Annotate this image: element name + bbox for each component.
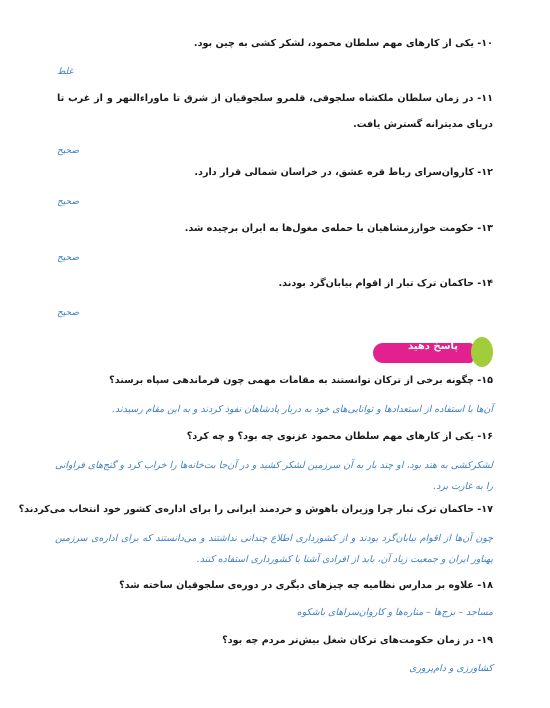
question-10: ۱۰- یکی از کارهای مهم سلطان محمود، لشکر کشی به چین بود. xyxy=(193,38,493,49)
answer-14: صحیح xyxy=(57,308,79,318)
answer-19: کشاورزی و دام‌پروری xyxy=(409,663,493,674)
answer-18: مساجد – برج‌ها – مناره‌ها و کاروان‌سراهای باشکوه xyxy=(296,607,493,618)
question-13: ۱۳- حکومت خوارزمشاهیان با حمله‌ی مغول‌ها به ایران برچیده شد. xyxy=(184,223,493,234)
answer-15: آن‌ها با استفاده از استعدادها و توانایی‌های خود به دربار پادشاهان نفوذ کردند و به این مقام رسیدند. xyxy=(112,404,493,415)
answer-11: صحیح xyxy=(57,146,79,156)
answer-10: غلط xyxy=(57,67,74,77)
section-title: پاسخ دهید xyxy=(408,341,458,352)
question-11: ۱۱- در زمان سلطان ملکشاه سلجوقی، قلمرو سلجوقیان از شرق تا ماوراءالنهر و از غرب تا دریای مدیترانه گسترش یافت. xyxy=(57,93,493,130)
question-14: ۱۴- حاکمان ترک تبار از اقوام بیابان‌گرد بودند. xyxy=(278,278,493,289)
section-header-dot xyxy=(471,337,493,367)
answer-16: لشکرکشی به هند بود، او چند بار به آن سرزمین لشکر کشید و در آن‌جا بت‌خانه‌ها را خراب کرد و گنج‌های فراوانی را به غارت برد. xyxy=(55,460,493,492)
question-18: ۱۸- علاوه بر مدارس نظامیه چه چیزهای دیگری در دوره‌ی سلجوقیان ساخته شد؟ xyxy=(119,580,493,591)
answer-17: چون آن‌ها از اقوام بیابان‌گرد بودند و از کشورداری اطلاع چندانی نداشتند و می‌دانستند که برای اداره‌ی سرزمین پهناور ایران و جمعیت زیاد آن، باید از افرادی آشنا با کشورداری استفاده کنند. xyxy=(55,533,493,565)
question-12: ۱۲- کاروان‌سرای رباط قره عشق، در خراسان شمالی قرار دارد. xyxy=(194,167,493,178)
section-header xyxy=(343,337,493,369)
question-15: ۱۵- چگونه برخی از ترکان توانستند به مقامات مهمی چون فرماندهی سپاه برسند؟ xyxy=(109,375,493,386)
question-17: ۱۷- حاکمان ترک تبار چرا وزیران باهوش و خردمند ایرانی را برای اداره‌ی کشور خود انتخاب می‌کردند؟ xyxy=(18,504,493,515)
question-16: ۱۶- یکی از کارهای مهم سلطان محمود غزنوی چه بود؟ و چه کرد؟ xyxy=(186,431,493,442)
answer-12: صحیح xyxy=(57,197,79,207)
answer-13: صحیح xyxy=(57,253,79,263)
question-19: ۱۹- در زمان حکومت‌های ترکان شغل بیش‌تر مردم چه بود؟ xyxy=(222,635,493,646)
